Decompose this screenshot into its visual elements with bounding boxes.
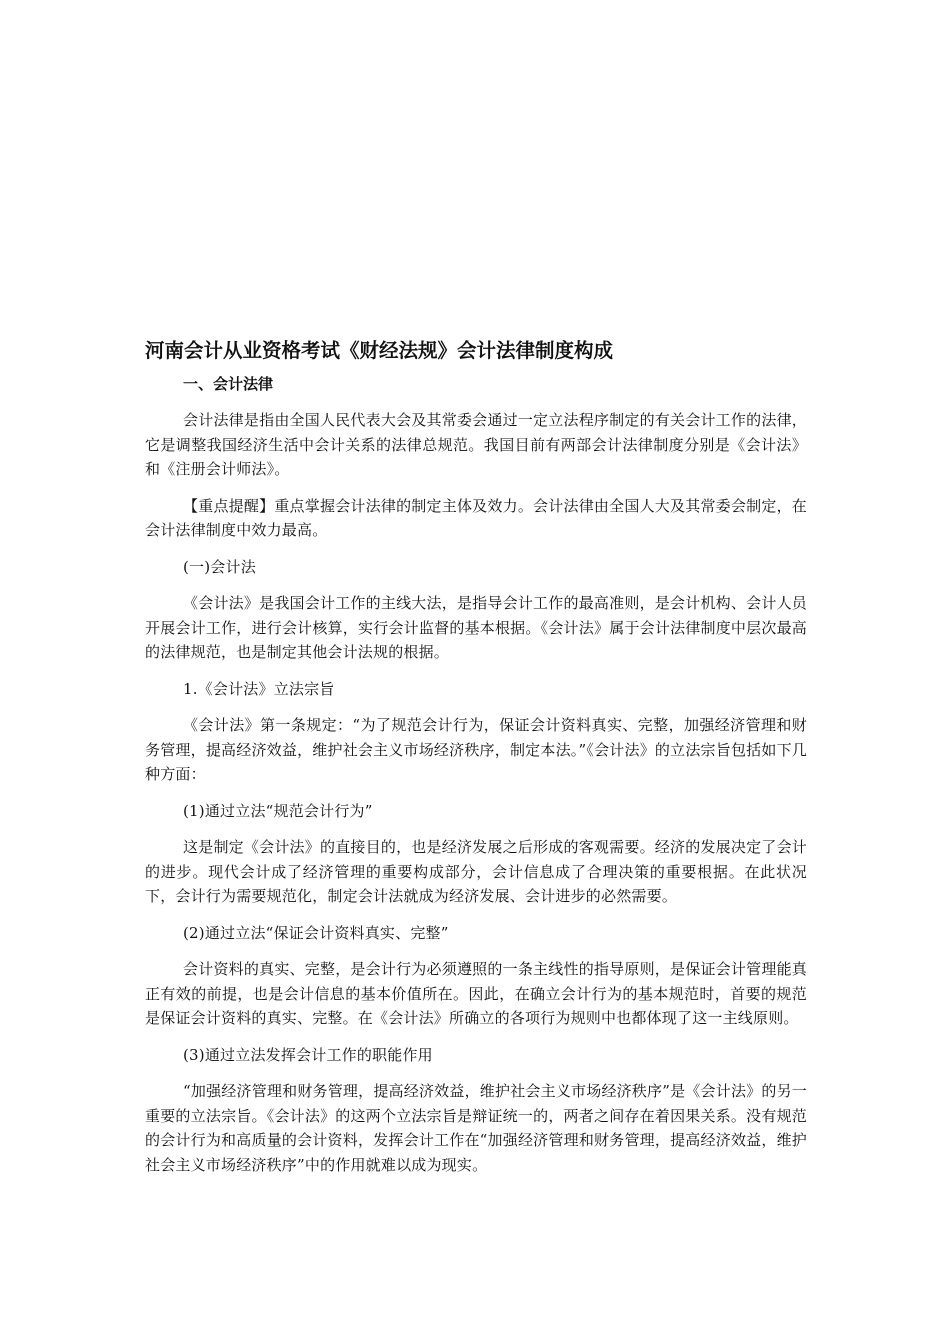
document-title: 河南会计从业资格考试《财经法规》会计法律制度构成 [145, 339, 614, 362]
paragraph-purpose-2-detail: 会计资料的真实、完整，是会计行为必须遵照的一条主线性的指导原则，是保证会计管理能真正有效的前提，也是会计信息的基本价值所在。因此，在确立会计行为的基本规范时，首要的规范是保证会计资料的真实、完整。在《会计法》所确立的各项行为规则中也都体现了这一主线原则。 [145, 960, 807, 1027]
subheading-legislative-purpose: 1.《会计法》立法宗旨 [183, 679, 335, 698]
subheading-purpose-3: (3)通过立法发挥会计工作的职能作用 [183, 1045, 433, 1064]
paragraph-purpose-3-detail: “加强经济管理和财务管理，提高经济效益，维护社会主义市场经济秩序”是《会计法》的另一重要的立法宗旨。《会计法》的这两个立法宗旨是辩证统一的，两者之间存在着因果关系。没有规范的会计行为和高质量的会计资料，发挥会计工作在“加强经济管理和财务管理，提高经济效益，维护社会主义市场经济秩序”中的作用就难以成为现实。 [145, 1082, 807, 1174]
paragraph-purpose-1-detail: 这是制定《会计法》的直接目的，也是经济发展之后形成的客观需要。经济的发展决定了会计的进步。现代会计成了经济管理的重要构成部分，会计信息成了合理决策的重要根据。在此状况下，会计行为需要规范化，制定会计法就成为经济发展、会计进步的必然需要。 [145, 838, 807, 905]
paragraph-key-reminder: 【重点提醒】重点掌握会计法律的制定主体及效力。会计法律由全国人大及其常委会制定，在会计法律制度中效力最高。 [145, 496, 807, 539]
paragraph-accounting-law-definition: 会计法律是指由全国人民代表大会及其常委会通过一定立法程序制定的有关会计工作的法律，它是调整我国经济生活中会计关系的法律总规范。我国目前有两部会计法律制度分别是《会计法》和《注册会计师法》。 [145, 411, 807, 478]
subheading-purpose-1: (1)通过立法“规范会计行为” [183, 801, 373, 820]
subheading-accounting-act: (一)会计法 [183, 557, 256, 576]
paragraph-article-one: 《会计法》第一条规定：“为了规范会计行为，保证会计资料真实、完整，加强经济管理和财务管理，提高经济效益，维护社会主义市场经济秩序，制定本法。”《会计法》的立法宗旨包括如下几种方面： [145, 716, 807, 783]
paragraph-accounting-act-overview: 《会计法》是我国会计工作的主线大法，是指导会计工作的最高准则，是会计机构、会计人员开展会计工作，进行会计核算，实行会计监督的基本根据。《会计法》属于会计法律制度中层次最高的法律规范，也是制定其他会计法规的根据。 [145, 594, 807, 661]
document-body [145, 336, 807, 1189]
section-heading-accounting-law: 一、会计法律 [183, 375, 274, 393]
subheading-purpose-2: (2)通过立法“保证会计资料真实、完整” [183, 923, 449, 942]
